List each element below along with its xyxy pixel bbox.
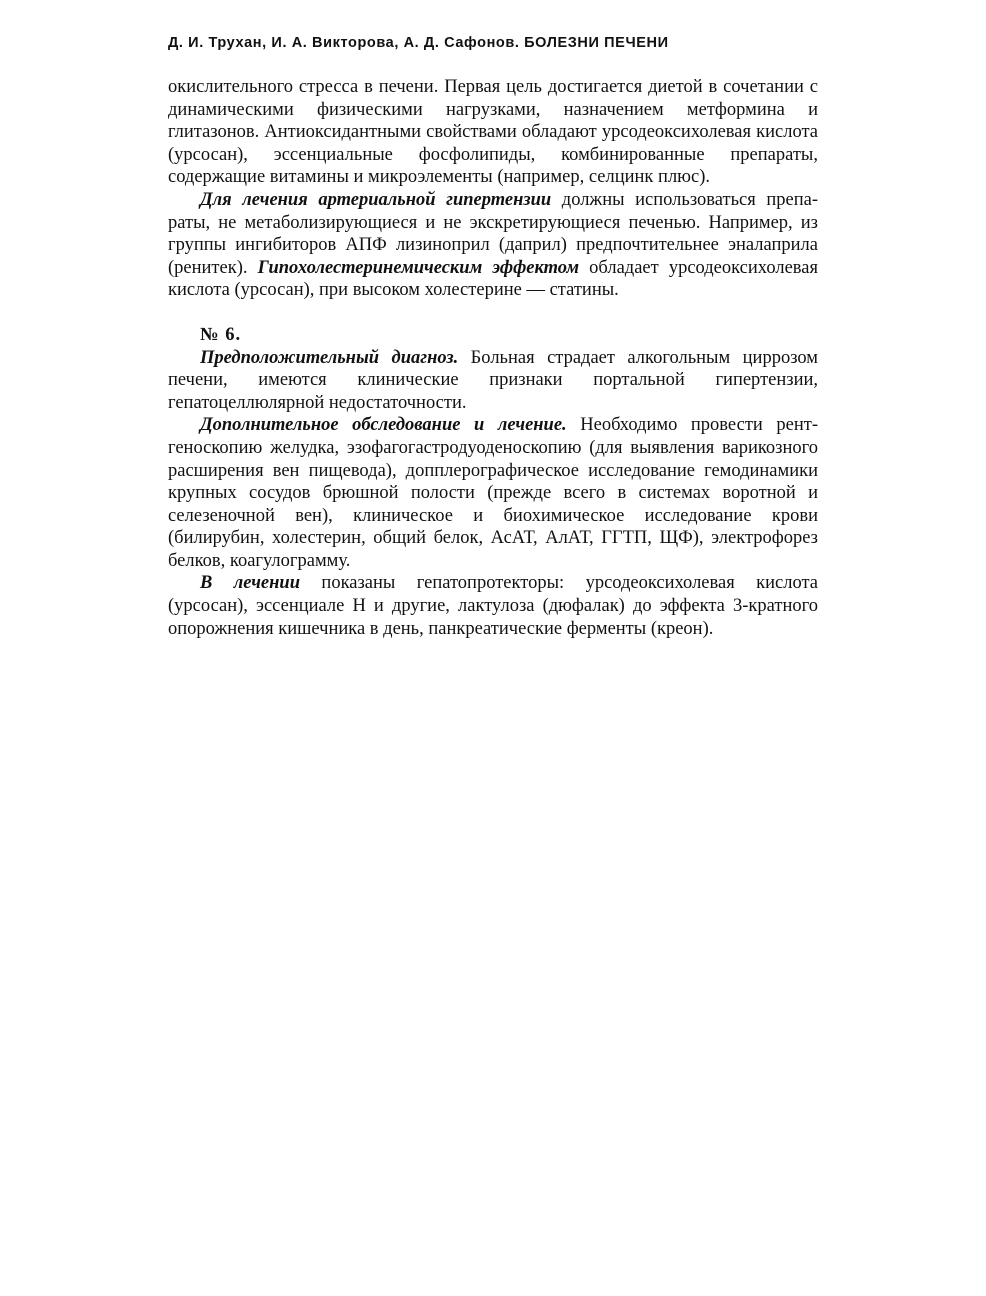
lead-treatment: В лечении: [200, 573, 300, 594]
case-number: № 6.: [200, 324, 242, 345]
text-diagnosis: Больная страдает алкогольным циррозом печени, имеются клинические признаки портальной гипертензии, гепатоцеллюлярной недостаточности.: [168, 347, 819, 413]
paragraph-continuation: окислительного стресса в печени. Первая цель достигается диетой в сочетании с динамическими физическими нагрузками, назначением метформина и глитазонов. Антиоксидантными свойствами обладают урсодеоксихолевая кислота (урсосан), эссенциальные фосфолипиды, комбинированные препараты, содержащие витамины и микроэлементы (например, селцинк плюс).: [168, 77, 818, 188]
running-title: Д. И. Трухан, И. А. Викторова, А. Д. Сафонов. БОЛЕЗНИ ПЕЧЕНИ: [168, 35, 669, 51]
document-page: [168, 32, 818, 640]
paragraph-diagnosis: [168, 347, 818, 415]
lead-hypertension: Для лечения артериальной гипертензии: [200, 189, 552, 210]
text-hypocholesterol: обладает урсодеоксихолевая кислота (урсосан), при высоком холестерине — статины.: [168, 257, 818, 301]
body-text: [168, 76, 818, 640]
paragraph-hypertension: [168, 189, 818, 302]
lead-hypocholesterol: Гипохолестеринемическим эффектом: [257, 257, 580, 278]
text-hypertension: должны использоваться препараты, не метаболизирующиеся и не экскретирующиеся печенью. Например, из группы ингибиторов АПФ лизиноприл (даприл) предпочтительнее эналаприла (ренитек).: [168, 189, 819, 278]
paragraph-treatment: [168, 572, 818, 640]
lead-examination: Дополнительное обследование и лечение.: [200, 415, 567, 436]
lead-diagnosis: Предположительный диагноз.: [200, 347, 459, 368]
text-examination: Необходимо провести рентгеноскопию желудка, эзофагогастродуоденоскопию (для выявления варикозного расширения вен пищевода), допплерографическое исследование гемодинамики крупных сосудов брюшной полости (прежде всего в системах воротной и селезеночной вен), клиническое и биохимическое исследование крови (билирубин, холестерин, общий белок, АсАТ, АлАТ, ГГТП, ЩФ), электрофорез белков, коагулограмму.: [168, 415, 818, 571]
paragraph-examination: [168, 414, 818, 572]
text-treatment: показаны гепатопротекторы: урсодеоксихолевая кислота (урсосан), эссенциале Н и другие, лактулоза (дюфалак) до эффекта 3-кратного опорожнения кишечника в день, панкреатические ферменты (креон).: [168, 573, 818, 639]
